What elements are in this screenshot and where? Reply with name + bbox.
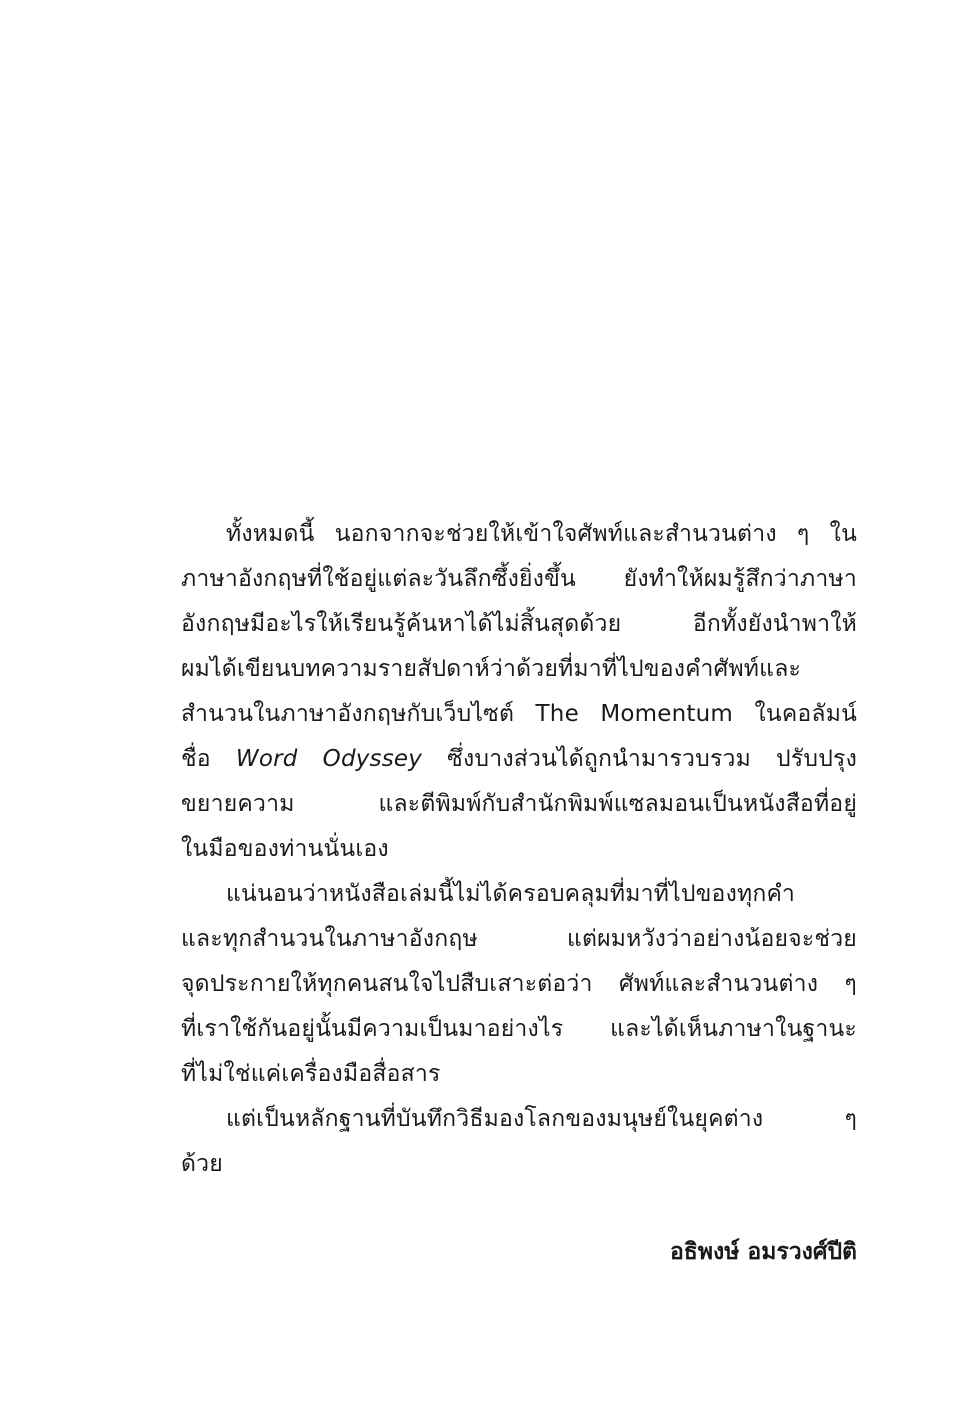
column-name: Word Odyssey: [235, 746, 423, 772]
paragraph-line: อังกฤษมีอะไรให้เรียนรู้ค้นหาได้ไม่สิ้นสุดด้วย อีกทั้งยังนำพาให้: [181, 611, 857, 637]
paragraph-line: สำนวนในภาษาอังกฤษกับเว็บไซต์ The Momentum ในคอลัมน์: [181, 701, 857, 727]
paragraph-line: แน่นอนว่าหนังสือเล่มนี้ไม่ได้ครอบคลุมที่มาที่ไปของทุกคำ: [226, 881, 795, 907]
paragraph-line: ขยายความ และตีพิมพ์กับสำนักพิมพ์แซลมอนเป็นหนังสือที่อยู่: [181, 791, 857, 817]
line-text: ชื่อ: [181, 746, 236, 772]
paragraph-line: ที่เราใช้กันอยู่นั้นมีความเป็นมาอย่างไร และได้เห็นภาษาในฐานะ: [181, 1016, 857, 1042]
paragraph-line: ด้วย: [181, 1151, 223, 1177]
paragraph-line: ในมือของท่านนั่นเอง: [181, 836, 389, 862]
paragraph-line: [181, 737, 857, 782]
paragraph-line: จุดประกายให้ทุกคนสนใจไปสืบเสาะต่อว่า ศัพท์และสำนวนต่าง ๆ: [181, 971, 857, 997]
line-text: ซึ่งบางส่วนได้ถูกนำมารวบรวม ปรับปรุง: [422, 746, 857, 772]
paragraph-line: ผมได้เขียนบทความรายสัปดาห์ว่าด้วยที่มาที่ไปของคำศัพท์และ: [181, 656, 802, 682]
paragraph-line: ภาษาอังกฤษที่ใช้อยู่แต่ละวันลึกซึ้งยิ่งขึ้น ยังทำให้ผมรู้สึกว่าภาษา: [181, 566, 857, 592]
author-signature: อธิพงษ์ อมรวงศ์ปีติ: [669, 1239, 857, 1265]
paragraph-line: ทั้งหมดนี้ นอกจากจะช่วยให้เข้าใจศัพท์และสำนวนต่าง ๆ ใน: [226, 521, 857, 547]
paragraph-line: และทุกสำนวนในภาษาอังกฤษ แต่ผมหวังว่าอย่างน้อยจะช่วย: [181, 926, 857, 952]
preface-body: [181, 512, 857, 1187]
paragraph-line: ที่ไม่ใช่แค่เครื่องมือสื่อสาร: [181, 1061, 441, 1087]
paragraph-line: แต่เป็นหลักฐานที่บันทึกวิธีมองโลกของมนุษย์ในยุคต่าง ๆ: [226, 1106, 857, 1132]
